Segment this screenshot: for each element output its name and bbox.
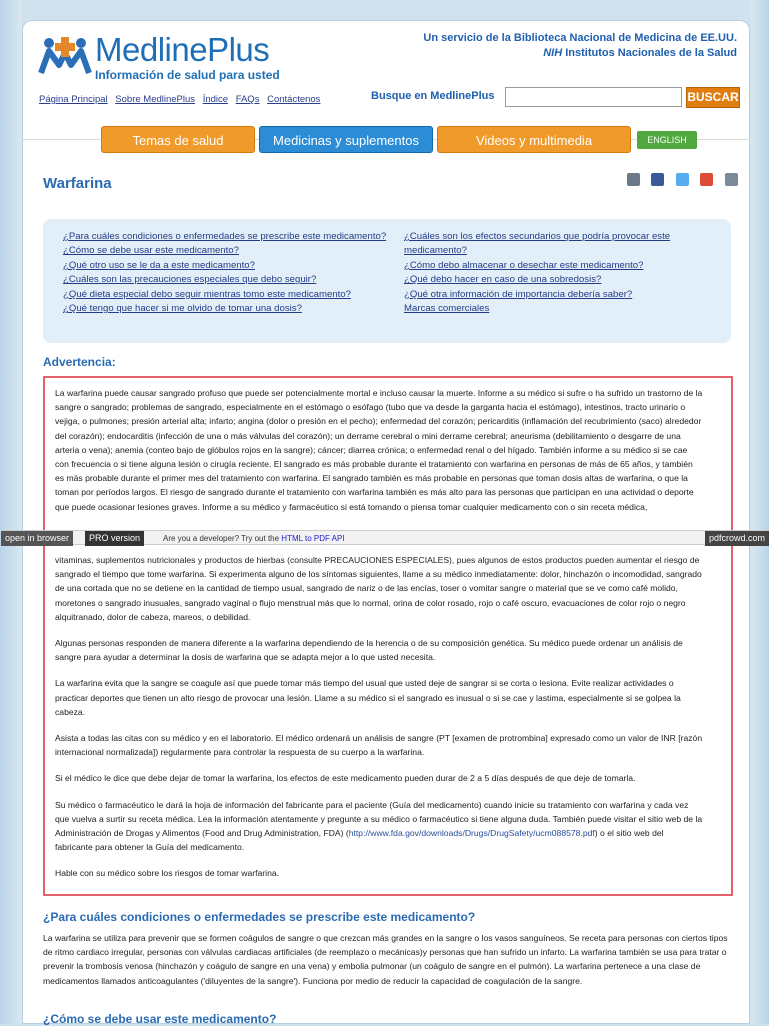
toc-link[interactable]: ¿Qué dieta especial debo seguir mientras tomo este medicamento? bbox=[63, 288, 351, 300]
page-background-right bbox=[751, 0, 769, 1024]
nih-label: NIH bbox=[543, 47, 563, 59]
link-home[interactable]: Página Principal bbox=[39, 94, 108, 105]
google-plus-icon[interactable] bbox=[700, 173, 713, 186]
tab-temas-de-salud[interactable]: Temas de salud bbox=[101, 126, 255, 153]
toc-link[interactable]: ¿Cómo se debe usar este medicamento? bbox=[63, 245, 239, 257]
medlineplus-logo[interactable] bbox=[39, 31, 299, 91]
share-icons bbox=[627, 173, 745, 191]
fda-guide-link[interactable]: http://www.fda.gov/downloads/Drugs/DrugSafety/ucm088578.pdf bbox=[348, 828, 595, 839]
search-input[interactable] bbox=[505, 87, 682, 107]
warning-bottom bbox=[45, 553, 713, 893]
print-icon[interactable] bbox=[725, 173, 738, 186]
warning-paragraph: Asista a todas las citas con su médico y en el laboratorio. El médico ordenará un análisis de sangre (PT [examen de protrombina] expresado como un valor de INR [razón internacional normalizada]) regularmente para controlar la respuesta de su cuerpo a la warfarina. bbox=[55, 733, 703, 758]
toc-link[interactable]: ¿Cómo debo almacenar o desechar este medicamento? bbox=[404, 259, 644, 271]
html-to-pdf-api-link[interactable]: HTML to PDF API bbox=[281, 534, 345, 543]
warning-paragraph: Hable con su médico sobre los riesgos de tomar warfarina. bbox=[55, 868, 280, 879]
warning-top bbox=[45, 386, 713, 514]
open-in-browser-button[interactable]: open in browser bbox=[1, 531, 73, 546]
warning-paragraph: vitaminas, suplementos nutricionales y productos de hierbas (consulte PRECAUCIONES ESPECIALES), pues algunos de estos productos pueden aumentar el riesgo de sangrado el tiempo que tome warfarina. Si experimenta alguno de los síntomas siguientes, llame a su médico inmediatamente: dolor, hinchazón o incomodidad, sangrado de una cortada que no se detiene en la cantidad de tiempo usual, sangrado de nariz o de las encías, toser o vomitar sangre o material que se ve como café molido, moretones o sangrado inusuales, sangrado vaginal o flujo menstrual más que lo normal, orina de color rosado, rojo o café oscuro, evacuaciones de color rojo o negro alquitranado, dolor de cabeza, mareos, o debilidad. bbox=[55, 555, 702, 622]
toc-link[interactable]: ¿Qué debo hacer en caso de una sobredosis? bbox=[404, 274, 602, 286]
tab-videos-y-multimedia[interactable]: Videos y multimedia bbox=[437, 126, 631, 153]
page-container bbox=[5, 20, 765, 1026]
link-contact[interactable]: Contáctenos bbox=[267, 94, 321, 105]
section-text: La warfarina se utiliza para prevenir que se formen coágulos de sangre o que crezcan más grandes en la sangre o los vasos sanguíneos. Se receta para personas con ciertos tipos de ritmo cardiaco irregular, personas con válvulas cardiacas artificiales (de reemplazo o mecánicas)y personas que han sufrido un infarto. La warfarina también se usa para tratar o prevenir la trombosis venosa (hinchazón y coágulo de sangre en una vena) y embolia pulmonar (un coágulo de sangre en el pulmón). La warfarina pertenece a una clase de medicamentos llamados anticoagulantes ('diluyentes de la sangre'). Funciona por medio de reducir la capacidad de coagulación de la sangre. bbox=[43, 933, 728, 986]
link-index[interactable]: Índice bbox=[202, 94, 229, 105]
section-heading: ¿Para cuáles condiciones o enfermedades se prescribe este medicamento? bbox=[43, 910, 476, 924]
warning-paragraph-fda bbox=[55, 798, 703, 855]
toc-link[interactable]: ¿Qué tengo que hacer si me olvido de tomar una dosis? bbox=[63, 303, 302, 315]
warning-paragraph: La warfarina evita que la sangre se coagule así que puede tomar más tiempo del usual que usted deje de sangrar si se corta o lesiona. Evite realizar actividades o practicar deportes que tienen un alto riesgo de provocar una lesión. Llame a su médico si el sangrado es inusual o si se cae y lastima, especialmente si se golpea la cabeza. bbox=[55, 678, 681, 717]
tab-medicinas-y-suplementos[interactable]: Medicinas y suplementos bbox=[259, 126, 433, 153]
link-faqs[interactable]: FAQs bbox=[235, 94, 260, 105]
warning-paragraph: Si el médico le dice que debe dejar de tomar la warfarina, los efectos de este medicamento pueden durar de 2 a 5 días después de que deje de tomarla. bbox=[55, 773, 636, 784]
logo-title: MedlinePlus bbox=[95, 31, 270, 68]
toc-right-column bbox=[404, 230, 714, 316]
logo-subtitle: Información de salud para usted bbox=[95, 68, 280, 82]
section-heading: ¿Cómo se debe usar este medicamento? bbox=[43, 1012, 277, 1026]
toc-link[interactable]: ¿Qué otro uso se le da a este medicamento? bbox=[63, 259, 255, 271]
twitter-icon[interactable] bbox=[676, 173, 689, 186]
service-line-nlm: Un servicio de la Biblioteca Nacional de Medicina de EE.UU. bbox=[423, 32, 737, 44]
fda-text-after: ) o el sitio web del fabricante para obtener la Guía del medicamento. bbox=[55, 828, 664, 853]
service-line-nih bbox=[423, 46, 737, 61]
pdfcrowd-brand[interactable]: pdfcrowd.com bbox=[705, 531, 769, 546]
facebook-icon[interactable] bbox=[651, 173, 664, 186]
service-statement bbox=[423, 31, 737, 61]
pdfcrowd-message bbox=[163, 531, 345, 546]
warning-heading: Advertencia: bbox=[43, 355, 116, 369]
search-button[interactable]: BUSCAR bbox=[686, 87, 740, 108]
page-title: Warfarina bbox=[43, 175, 112, 192]
table-of-contents bbox=[43, 219, 731, 343]
warning-paragraph: Algunas personas responden de manera diferente a la warfarina dependiendo de la herencia o de su composición genética. Su médico puede ordenar un análisis de sangre para ayudar a determinar la dosis de warfarina que se adapta mejor a lo que usted necesita. bbox=[55, 638, 683, 663]
fda-text-before: Su médico o farmacéutico le dará la hoja de información del fabricante para el paciente (Guía del medicamento) cuando inicie su tratamiento con warfarina y cada vez que vuelva a surtir su receta médica. Lea la información atentamente y pregunte a su médico o farmacéutico si tiene alguna duda. También puede visitar el sitio web de la Administración de Drogas y Alimentos (Food and Drug Administration, FDA) ( bbox=[55, 799, 703, 839]
warning-box bbox=[43, 376, 733, 896]
toc-link[interactable]: ¿Qué otra información de importancia debería saber? bbox=[404, 288, 633, 300]
pro-version-button[interactable]: PRO version bbox=[85, 531, 144, 546]
toc-link[interactable]: ¿Cuáles son los efectos secundarios que podría provocar este medicamento? bbox=[404, 231, 671, 257]
warning-paragraph: La warfarina puede causar sangrado profuso que puede ser potencialmente mortal e incluso causar la muerte. Informe a su médico si sufre o ha sufrido un trastorno de la sangre o sangrado; problemas de sangrado, especialmente en el estómago o esófago (tubo que va desde la garganta hacia el estómago), intestinos, tracto urinario o vejiga, o pulmones; presión arterial alta; infarto; angina (dolor o presión en el pecho); enfermedad del corazón; pericarditis (inflamación del recubrimiento (saco) alrededor del corazón); endocarditis (infección de una o más válvulas del corazón); un derrame cerebral o mini derrame cerebral; aneurisma (debilitamiento o desgarre de una arteria o vena); anemia (conteo bajo de glóbulos rojos en la sangre); cáncer; diarrea crónica; o enfermedad renal o del hígado. También informe a su médico si se cae con frecuencia o si tiene alguna lesión o cirugía reciente. El sangrado es más probable durante el tratamiento con warfarina en personas de más de 65 años, y también es más probable durante el primer mes del tratamiento con warfarina. El sangrado también es más probable en personas que toman dosis altas de warfarina, o que la toman por períodos largos. El riesgo de sangrado durante el tratamiento con warfarina también es más alto para las personas que participan en una actividad o deporte que puede ocasionar lesiones graves. Informe a su médico y farmacéutico si está tomando o piensa tomar cualquier medicamento con o sin receta médica, bbox=[55, 388, 703, 512]
top-links bbox=[39, 94, 325, 105]
page-background-left bbox=[0, 0, 22, 1024]
toc-left-column bbox=[63, 230, 393, 316]
toc-link[interactable]: ¿Para cuáles condiciones o enfermedades se prescribe este medicamento? bbox=[63, 231, 387, 242]
search-label: Busque en MedlinePlus bbox=[371, 90, 495, 102]
nih-text: Institutos Nacionales de la Salud bbox=[562, 47, 737, 59]
link-about[interactable]: Sobre MedlinePlus bbox=[115, 94, 196, 105]
toc-link[interactable]: Marcas comerciales bbox=[404, 303, 490, 315]
english-button[interactable]: ENGLISH bbox=[637, 131, 697, 149]
email-icon[interactable] bbox=[627, 173, 640, 186]
toc-link[interactable]: ¿Cuáles son las precauciones especiales que debo seguir? bbox=[63, 274, 317, 286]
medlineplus-logo-icon bbox=[39, 35, 91, 75]
pdfcrowd-message-text: Are you a developer? Try out the bbox=[163, 534, 282, 543]
pdfcrowd-bar bbox=[1, 530, 769, 545]
